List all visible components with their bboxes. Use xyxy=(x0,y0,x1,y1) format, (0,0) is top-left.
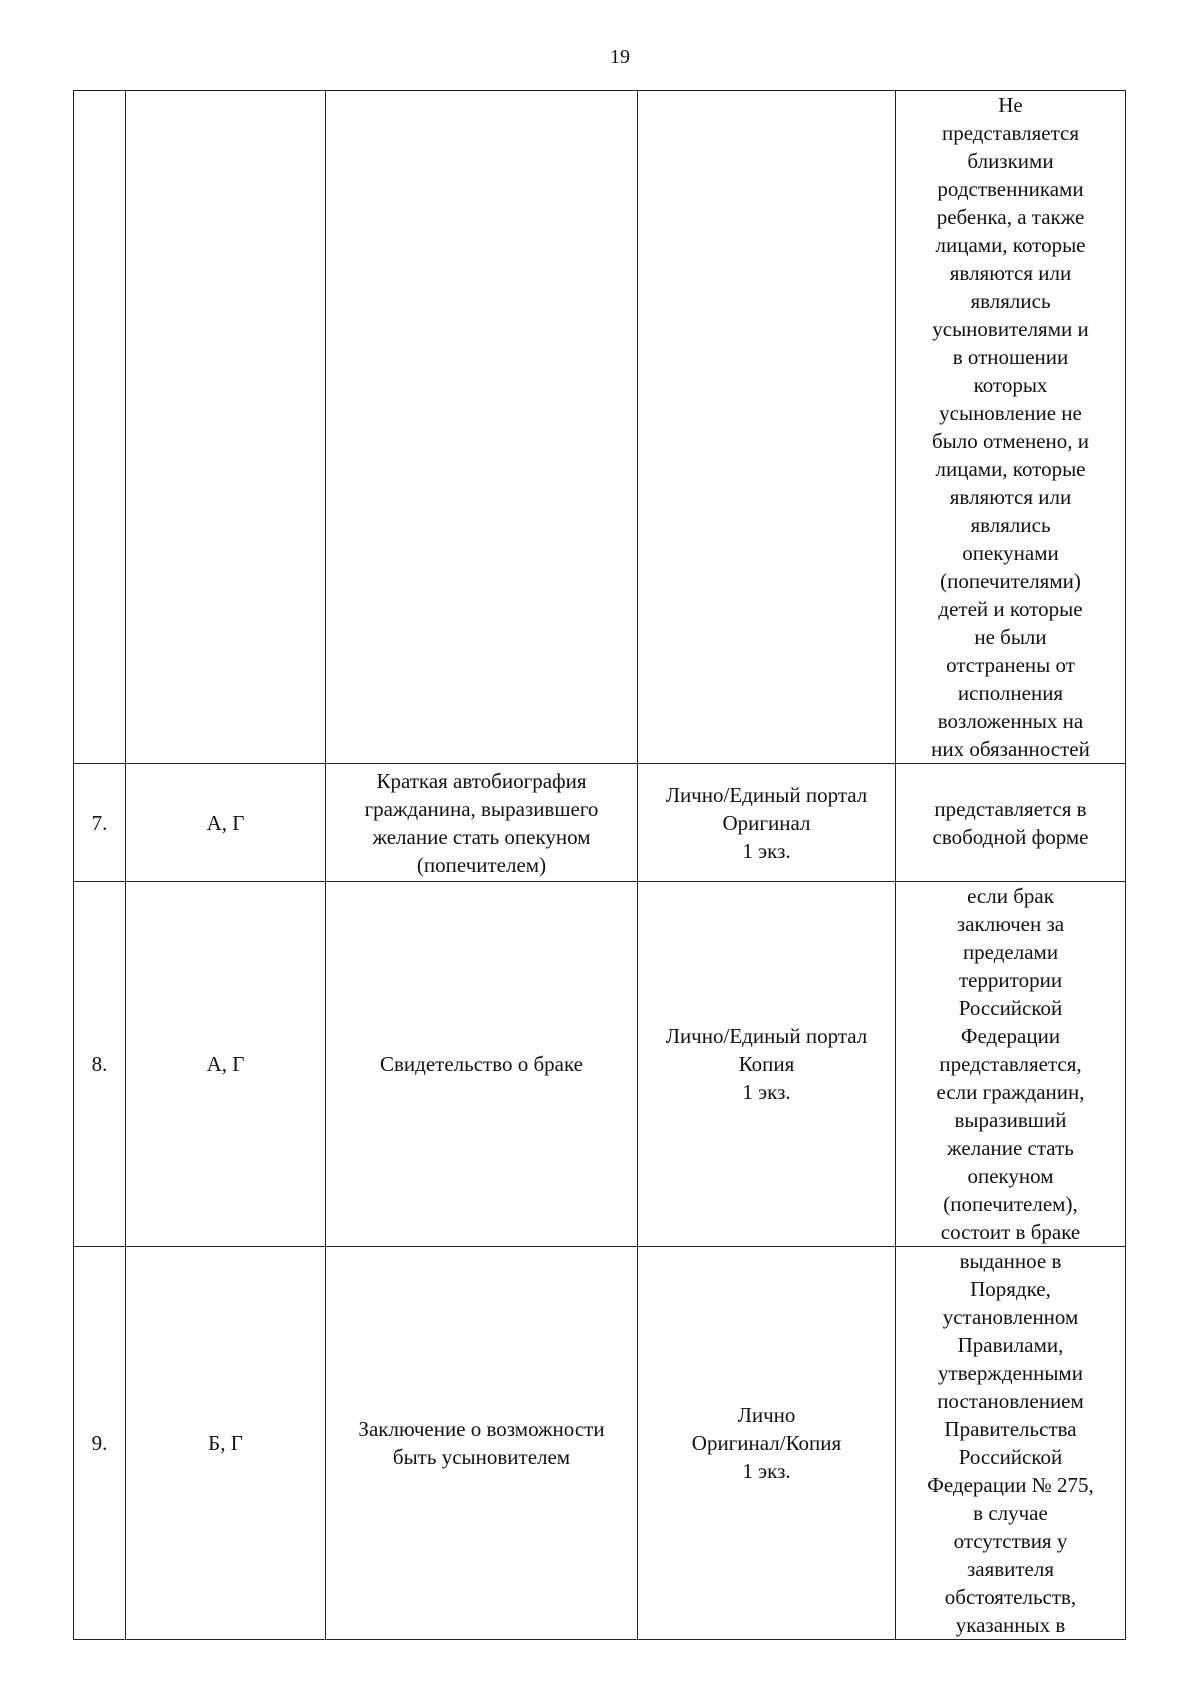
table-row xyxy=(74,91,1126,764)
note-cell: выданное в Порядке, установленном Правилами, утвержденными постановлением Правительства Российской Федерации № 275, в случае отсутствия у заявителя обстоятельств, указанных в xyxy=(896,1247,1126,1640)
table-row xyxy=(74,764,1126,882)
note-cell: представляется в свободной форме xyxy=(896,764,1126,882)
category-cell: А, Г xyxy=(126,764,326,882)
category-cell: Б, Г xyxy=(126,1247,326,1640)
note-cell: если брак заключен за пределами территории Российской Федерации представляется, если гражданин, выразивший желание стать опекуном (попечителем), состоит в браке xyxy=(896,882,1126,1247)
category-cell: А, Г xyxy=(126,882,326,1247)
documents-table xyxy=(73,90,1126,1640)
row-number-cell xyxy=(74,91,126,764)
row-number-cell: 8. xyxy=(74,882,126,1247)
submission-method-cell: Лично Оригинал/Копия 1 экз. xyxy=(638,1247,896,1640)
submission-method-cell: Лично/Единый портал Копия 1 экз. xyxy=(638,882,896,1247)
document-name-cell xyxy=(326,91,638,764)
submission-method-cell: Лично/Единый портал Оригинал 1 экз. xyxy=(638,764,896,882)
table-row xyxy=(74,882,1126,1247)
row-number-cell: 7. xyxy=(74,764,126,882)
category-cell xyxy=(126,91,326,764)
row-number-cell: 9. xyxy=(74,1247,126,1640)
table-row xyxy=(74,1247,1126,1640)
document-name-cell: Краткая автобиография гражданина, выразившего желание стать опекуном (попечителем) xyxy=(326,764,638,882)
note-cell: Не представляется близкими родственниками ребенка, а также лицами, которые являются или являлись усыновителями и в отношении которых усыновление не было отменено, и лицами, которые являются или являлись опекунами (попечителями) детей и которые не были отстранены от исполнения возложенных на них обязанностей xyxy=(896,91,1126,764)
document-name-cell: Свидетельство о браке xyxy=(326,882,638,1247)
document-name-cell: Заключение о возможности быть усыновителем xyxy=(326,1247,638,1640)
page-number: 19 xyxy=(610,46,630,68)
submission-method-cell xyxy=(638,91,896,764)
